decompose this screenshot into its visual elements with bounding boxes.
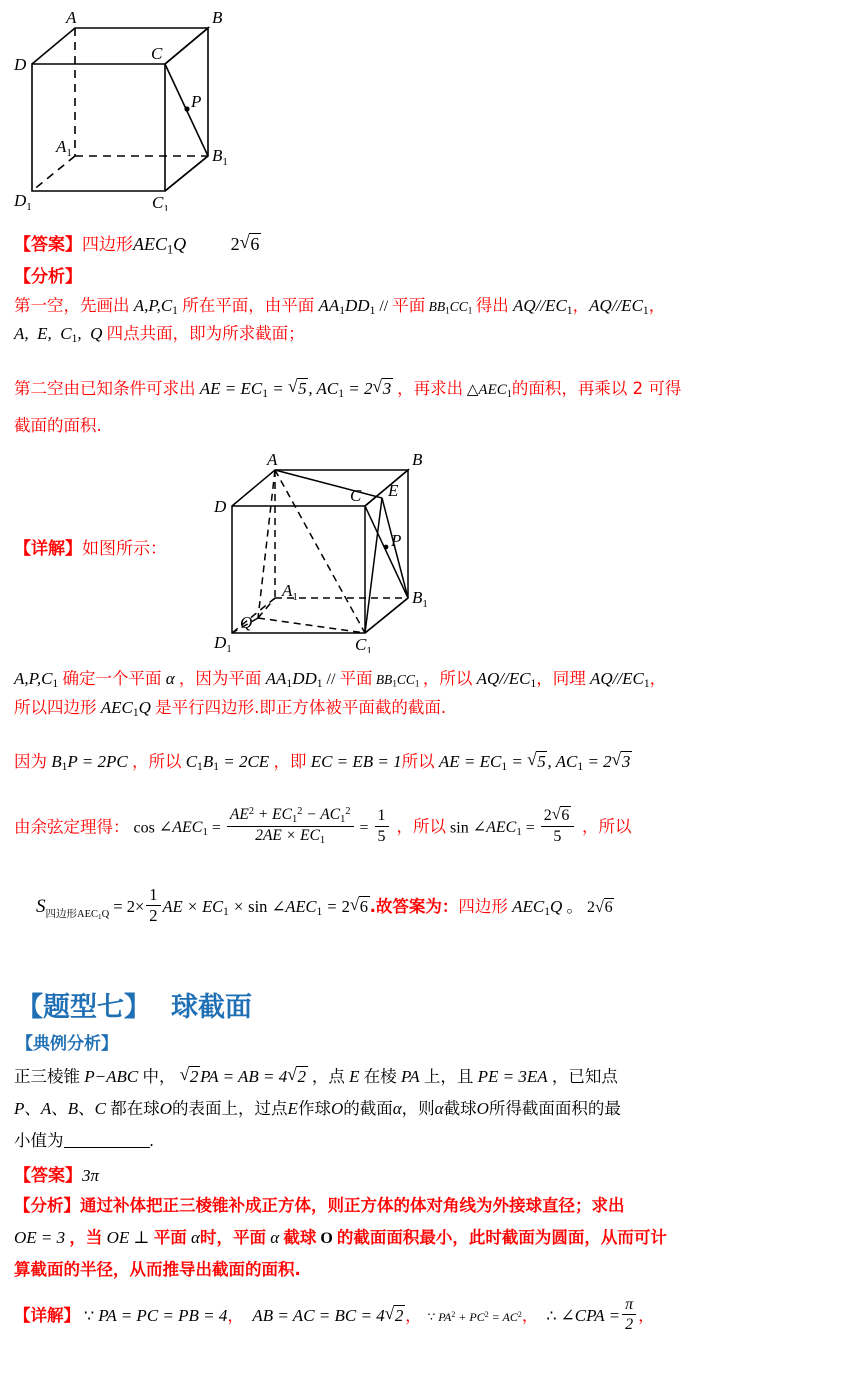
analysis-2-l2a: ，当 <box>69 1228 103 1247</box>
analysis-1-l3c: 的面积，再乘以 2 可得 <box>511 379 682 398</box>
analysis-1-l2b: 四点共面，即为所求截面； <box>106 324 305 343</box>
analysis-1-plane-word: 平面 <box>392 296 426 315</box>
svg-text:B: B <box>412 450 423 469</box>
cosine-lead: 由余弦定理得： <box>14 817 130 837</box>
problem-E2: E <box>287 1099 298 1118</box>
problem-pt-sep1: 、 <box>24 1099 41 1118</box>
detail-1-line-2 <box>14 694 446 719</box>
detail-2-comma3: ， <box>521 1305 539 1325</box>
area-symbol: S <box>36 896 46 918</box>
analysis-1-line-3 <box>14 375 681 400</box>
problem-alpha2: α <box>434 1099 444 1118</box>
svg-text:B1: $B_1$ <box>212 146 228 168</box>
answer-value-1: 2 √ 6 <box>231 234 262 254</box>
detail-1-line-1 <box>14 665 666 690</box>
sine-value: $\frac{2 √ 6}{5}$ <box>541 806 574 845</box>
section-subtitle: 【典例分析】 <box>16 1034 118 1054</box>
problem-l2b: 的表面上，过点 <box>172 1099 288 1118</box>
problem-line-2: P、A、B、C 都在球O的表面上，过点E作球O的截面α，则α截球O所得截面面积的最 <box>14 1099 621 1118</box>
analysis-2-line-1 <box>14 1192 625 1216</box>
analysis-1-l1a: 第一空，先画出 <box>14 296 130 315</box>
figure-cube-with-point-p <box>10 6 250 211</box>
area-expr-a: = 2× <box>109 897 145 917</box>
detail-2-comma2: ， <box>405 1305 422 1325</box>
area-tail-punct: 。 <box>566 897 584 917</box>
problem-points: P <box>14 1099 25 1118</box>
svg-text:B1: $B_1$ <box>412 588 428 610</box>
area-tail-quad-cn: 四边形 <box>458 897 508 917</box>
svg-text:C: C <box>151 44 163 63</box>
detail-1-p2b: 是平行四边形.即正方体被平面截的截面. <box>155 698 447 717</box>
detail-2-eq4-value: $\frac{\pi}{2}$ <box>622 1296 636 1334</box>
answer-tag-2: 【答案】 <box>14 1166 82 1186</box>
detail-2-because: ∵ <box>80 1307 99 1325</box>
svg-text:B: B <box>212 8 223 27</box>
answer-quad-cn: 四边形 <box>82 235 133 255</box>
detail-2-eq2: AB = AC = BC = 4 √ 2 <box>244 1306 405 1325</box>
problem-l1a: 正三棱锥 <box>14 1067 80 1086</box>
detail-1-p3a: 因为 <box>14 752 47 771</box>
analysis-1-line-2 <box>14 320 305 345</box>
analysis-1-comma1: ， <box>572 296 590 315</box>
detail-tag-1: 【详解】 <box>14 539 82 559</box>
detail-tag-2: 【详解】 <box>14 1305 80 1325</box>
detail-1-plane1: $AA_1DD_1$ <box>261 669 323 691</box>
analysis-1-triangle: $\triangle AEC_1$ <box>463 382 512 400</box>
detail-1-p1b: ，因为平面 <box>178 669 262 688</box>
analysis-2-l2c: 时， <box>199 1228 233 1247</box>
problem-l1b: 中， <box>142 1067 176 1086</box>
svg-text:A1: $A_1$ <box>56 137 72 159</box>
problem-O2: O <box>330 1099 344 1118</box>
detail-1-points: $A,P,C_1$ <box>14 669 59 691</box>
detail-2-line-1 <box>14 1296 655 1334</box>
cosine-mid: ，所以 <box>396 817 447 837</box>
answer-blank[interactable] <box>64 1131 150 1148</box>
problem-O3: O <box>476 1099 489 1118</box>
cosine-fraction: $\frac{AE^2 + EC_1^2 - AC_1^2}{2AE \times EC_1}$ <box>227 806 354 847</box>
problem-pt-sep2: 、 <box>51 1099 68 1118</box>
problem-E1: E <box>344 1067 364 1086</box>
analysis-1-points: $A,P,C_1$ <box>129 296 178 318</box>
svg-text:A: A <box>66 8 77 27</box>
analysis-1-line-1 <box>14 292 665 317</box>
section-heading-title: 球截面 <box>171 992 252 1023</box>
detail-2-eq1: PA = PC = PB = 4 <box>98 1305 228 1325</box>
analysis-2-eq2: OE ⊥ <box>102 1228 154 1247</box>
problem-l1e: 上，且 <box>423 1067 474 1086</box>
analysis-2-eq1: OE = 3 <box>14 1228 70 1247</box>
analysis-2-alpha1: α <box>186 1228 200 1247</box>
problem-l1d: 在棱 <box>363 1067 397 1086</box>
detail-1-rel1: $AQ//EC_1$ <box>472 669 537 691</box>
answer-tag-1: 【答案】 <box>14 235 82 255</box>
analysis-1-l3a: 第二空由已知条件可求出 <box>14 379 196 398</box>
detail-1-p3d: 所以 <box>401 752 435 771</box>
detail-1-p1c: ，所以 <box>422 669 473 688</box>
sine-lhs: $\sin \angle AEC_1$ = <box>446 819 539 839</box>
detail-1-plane-word: 平面 <box>339 669 373 688</box>
detail-lead-1: 如图所示： <box>82 539 167 559</box>
problem-l3b: . <box>149 1131 154 1150</box>
analysis-1-l3b: ，再求出 <box>397 379 464 398</box>
answer-value-2: 3π <box>82 1166 100 1185</box>
detail-1-rel2: $AQ//EC_1$ <box>585 669 650 691</box>
analysis-1-rel1: $AQ//EC_1$ <box>508 296 573 318</box>
detail-1-eq3: EC = EB = 1 <box>306 752 402 771</box>
analysis-2-l2b: 平面 <box>153 1228 187 1247</box>
problem-l1f: ，已知点 <box>551 1067 618 1086</box>
svg-text:P: P <box>391 531 402 550</box>
detail-2-therefore: ∴ <box>538 1307 561 1325</box>
problem-pabc: P−ABC <box>80 1067 143 1086</box>
detail-lead-line-1 <box>14 534 167 559</box>
svg-text:A1: $A_1$ <box>282 581 298 603</box>
answer-quad-name: $AEC_1Q$ <box>133 234 187 257</box>
detail-2-eq4-lhs: ∠CPA = <box>560 1305 621 1325</box>
svg-text:A: A <box>267 450 278 469</box>
analysis-2-l2e: 截球 <box>283 1228 317 1247</box>
analysis-1-plane2: $BB_1CC_1$ <box>425 299 473 316</box>
problem-l2c: 作球 <box>297 1099 331 1118</box>
svg-text:C1: $C_1$ <box>355 635 372 653</box>
svg-text:C1: $C_1$ <box>152 193 169 211</box>
analysis-1-l1c: 得出 <box>475 296 509 315</box>
detail-1-eq2: $C_1B_1 = 2CE$ <box>181 752 274 774</box>
detail-1-area-line <box>36 886 614 925</box>
detail-2-comma1: ， <box>227 1305 244 1325</box>
analysis-2-alpha2: α <box>265 1228 284 1247</box>
problem-pt-sep3: 、 <box>78 1099 95 1118</box>
detail-1-p2a: 所以四边形 <box>14 698 97 717</box>
cosine-value: $\frac{1}{5}$ <box>375 807 389 845</box>
svg-text:C: C <box>350 486 362 505</box>
detail-1-comma: ， <box>649 669 667 688</box>
problem-l2g: 所得截面面积的最 <box>488 1099 621 1118</box>
detail-1-p3c: ，即 <box>273 752 307 771</box>
detail-1-quad: $AEC_1Q$ <box>96 698 156 720</box>
figure-cube-with-section <box>210 448 460 653</box>
analysis-2-l2d: 平面 <box>232 1228 266 1247</box>
area-tail-quad: $AEC_1Q$ <box>507 897 567 919</box>
analysis-1-coplanar-points: A, E, $C_1$, Q <box>14 324 107 346</box>
section-heading-label: 【题型七】 <box>16 992 151 1023</box>
analysis-1-rel2: $AQ//EC_1$ <box>589 296 649 318</box>
area-tail-red: .故答案为： <box>369 897 459 917</box>
problem-line-1 <box>14 1063 618 1087</box>
svg-text:D: D <box>14 55 27 74</box>
analysis-2-O: O <box>316 1230 337 1247</box>
detail-1-eq4: AE = $EC_1$ = √ 5, $AC_1 = 2$ √ 3 <box>435 752 632 771</box>
detail-1-alpha: α <box>161 669 179 688</box>
problem-l2e: ，则 <box>401 1099 435 1118</box>
problem-l2d: 的截面 <box>343 1099 393 1118</box>
detail-1-plane2: $BB_1CC_1$ <box>372 672 420 689</box>
analysis-1-l1b: 所在平面，由平面 <box>182 296 315 315</box>
area-subscript: 四边形AEC1Q <box>45 908 110 922</box>
detail-1-p3b: ，所以 <box>131 752 182 771</box>
cosine-tail: ，所以 <box>581 817 632 837</box>
analysis-tag-1: 【分析】 <box>14 267 82 287</box>
area-tail-value: 2 √ 6 <box>583 899 614 916</box>
problem-PA: PA <box>396 1067 424 1086</box>
detail-1-line-3 <box>14 748 632 773</box>
section-heading <box>16 985 252 1024</box>
detail-1-p1d: ，同理 <box>536 669 586 688</box>
svg-text:E: E <box>388 481 399 500</box>
analysis-2-line-2 <box>14 1224 667 1248</box>
detail-2-eq3: $PA^2 + PC^2 = AC^2$ <box>438 1309 522 1324</box>
problem-eq1: √ 2PA = AB = 4 √ 2 <box>175 1067 311 1086</box>
svg-text:P: P <box>191 92 202 111</box>
detail-1-cosine-line <box>14 806 631 847</box>
detail-2-because2: ∵ <box>421 1309 439 1324</box>
analysis-1-comma2: ， <box>648 296 666 315</box>
problem-eq2: PE = 3EA <box>473 1067 552 1086</box>
svg-text:D1: $D_1$ <box>14 191 32 211</box>
cosine-lhs: $\cos \angle AEC_1$ = <box>129 819 225 839</box>
svg-text:Q: Q <box>240 613 253 632</box>
problem-alpha1: α <box>392 1099 402 1118</box>
problem-line-3 <box>14 1127 154 1151</box>
detail-1-p1a: 确定一个平面 <box>62 669 162 688</box>
analysis-2-l1: 通过补体把正三棱锥补成正方体，则正方体的体对角线为外接球直径；求出 <box>80 1196 625 1215</box>
svg-text:D: D <box>214 497 227 516</box>
answer-line-2 <box>14 1161 99 1186</box>
problem-O1: O <box>159 1099 173 1118</box>
detail-2-comma4: ， <box>638 1305 655 1325</box>
problem-l2a: 都在球 <box>110 1099 160 1118</box>
analysis-1-line-4: 截面的面积. <box>14 416 102 435</box>
problem-l1c: ，点 <box>311 1067 345 1086</box>
detail-1-eq1: $B_1P = 2PC$ <box>47 752 132 774</box>
problem-l2f: 截球 <box>443 1099 477 1118</box>
area-expr-b: AE × $EC_1 \times \sin$ $\angle AEC_1 = 2$ √ 6 <box>163 897 370 916</box>
analysis-1-par: // <box>375 298 393 315</box>
answer-line-1 <box>14 230 261 257</box>
analysis-tag-2: 【分析】 <box>14 1196 80 1215</box>
svg-text:D1: $D_1$ <box>214 633 232 653</box>
problem-l3a: 小值为 <box>14 1131 64 1150</box>
analysis-2-l2f: 的截面面积最小，此时截面为圆面，从而可计 <box>336 1228 667 1247</box>
area-half: $\frac{1}{2}$ <box>146 886 160 925</box>
detail-1-par-sym: // <box>322 671 340 688</box>
analysis-2-line-3: 算截面的半径，从而推导出截面的面积. <box>14 1260 301 1279</box>
analysis-1-eq: AE = $EC_1$ = √ 5, $AC_1 = 2$ √ 3 <box>196 379 398 398</box>
cosine-equals: = <box>355 819 373 837</box>
analysis-1-plane1: $AA_1DD_1$ <box>314 296 376 318</box>
